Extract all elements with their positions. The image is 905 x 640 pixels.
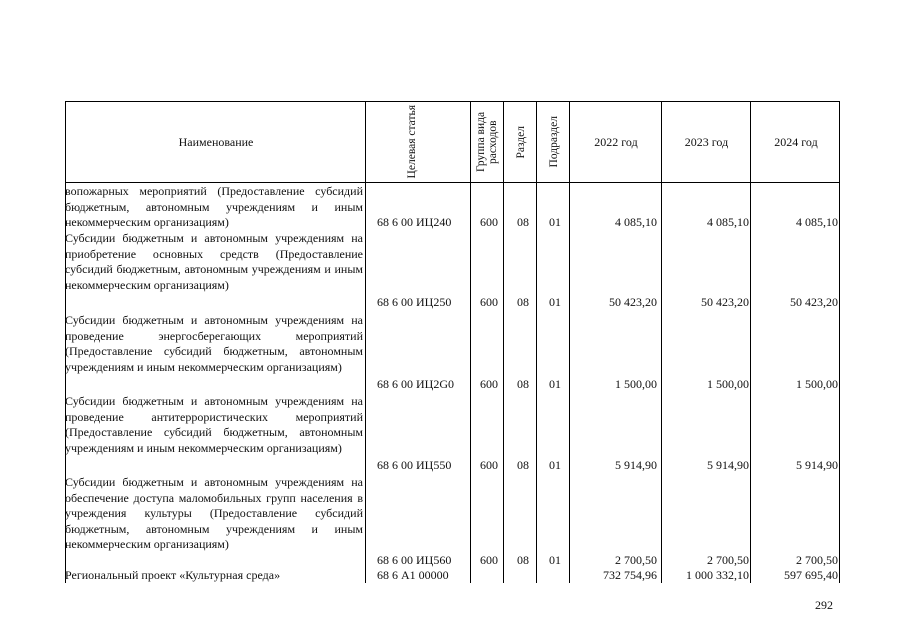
header-divider	[365, 102, 366, 182]
row-code: 68 6 00 ИЦ2G0	[377, 377, 454, 391]
row-name: Субсидии бюджетным и автономным учреждениям на обеспечение доступа маломобильных групп населения в учреждения культуры (Предоставление субсидий бюджетным, автономным учреждениям и иным некоммерческим организациям)	[65, 475, 363, 552]
header-section: Раздел	[514, 125, 527, 159]
row-code: 68 6 00 ИЦ550	[377, 458, 452, 472]
column-line	[470, 183, 471, 583]
row-group: 600	[480, 553, 498, 567]
row-2023: 4 085,10	[707, 215, 749, 229]
row-code: 68 6 А1 00000	[377, 568, 449, 582]
column-line	[503, 183, 504, 583]
row-2024: 597 695,40	[784, 568, 838, 582]
header-divider	[503, 102, 504, 182]
header-target-cell	[366, 102, 471, 182]
column-line	[569, 183, 570, 583]
row-subsection: 01	[549, 377, 561, 391]
header-2024: 2024 год	[774, 134, 818, 149]
row-2024: 1 500,00	[796, 377, 838, 391]
row-2024: 4 085,10	[796, 215, 838, 229]
header-name: Наименование	[178, 134, 254, 149]
row-name: Субсидии бюджетным и автономным учреждениям на приобретение основных средств (Предоставление субсидий бюджетным, автономным учреждениям и иным некоммерческим организациям)	[65, 231, 363, 292]
row-2023: 5 914,90	[707, 458, 749, 472]
row-2022: 5 914,90	[615, 458, 657, 472]
header-divider	[750, 102, 751, 182]
header-section-cell	[504, 102, 537, 182]
row-code: 68 6 00 ИЦ250	[377, 295, 452, 309]
row-2023: 1 000 332,10	[686, 568, 749, 582]
row-2023: 1 500,00	[707, 377, 749, 391]
row-2024: 50 423,20	[790, 295, 838, 309]
column-line	[750, 183, 751, 583]
row-subsection: 01	[549, 553, 561, 567]
row-2022: 50 423,20	[609, 295, 657, 309]
header-divider	[470, 102, 471, 182]
row-2022: 732 754,96	[603, 568, 657, 582]
row-2024: 2 700,50	[796, 553, 838, 567]
page-number: 292	[815, 598, 833, 612]
row-2024: 5 914,90	[796, 458, 838, 472]
column-line	[365, 183, 366, 583]
row-name: Субсидии бюджетным и автономным учреждениям на проведение антитеррористических мероприятий (Предоставление субсидий бюджетным, автономным учреждениям и иным некоммерческим организациям)	[65, 394, 363, 455]
header-2022: 2022 год	[594, 134, 638, 149]
header-divider	[661, 102, 662, 182]
row-group: 600	[480, 295, 498, 309]
header-divider	[569, 102, 570, 182]
column-line	[839, 183, 840, 583]
row-group: 600	[480, 215, 498, 229]
row-2023: 50 423,20	[701, 295, 749, 309]
row-2023: 2 700,50	[707, 553, 749, 567]
column-line	[536, 183, 537, 583]
row-2022: 1 500,00	[615, 377, 657, 391]
row-name: Субсидии бюджетным и автономным учреждениям на проведение энергосберегающих мероприятий (Предоставление субсидий бюджетным, автономным учреждениям и иным некоммерческим организациям)	[65, 313, 363, 374]
row-section: 08	[517, 295, 529, 309]
header-group-cell	[471, 102, 504, 182]
row-group: 600	[480, 377, 498, 391]
row-2022: 2 700,50	[615, 553, 657, 567]
header-divider	[536, 102, 537, 182]
header-subsection: Подраздел	[547, 116, 560, 168]
row-subsection: 01	[549, 295, 561, 309]
header-2023: 2023 год	[684, 134, 729, 149]
row-code: 68 6 00 ИЦ240	[377, 215, 452, 229]
header-group: Группа вида расходов	[474, 111, 499, 173]
row-subsection: 01	[549, 215, 561, 229]
row-group: 600	[480, 458, 498, 472]
row-section: 08	[517, 377, 529, 391]
row-name: Региональный проект «Культурная среда»	[65, 568, 281, 582]
row-2022: 4 085,10	[615, 215, 657, 229]
row-section: 08	[517, 215, 529, 229]
row-code: 68 6 00 ИЦ560	[377, 553, 452, 567]
table-header	[65, 101, 840, 183]
row-section: 08	[517, 458, 529, 472]
row-name: вопожарных мероприятий (Предоставление субсидий бюджетным, автономным учреждениям и иным некоммерческим организациям)	[65, 184, 363, 230]
row-section: 08	[517, 553, 529, 567]
header-subsection-cell	[537, 102, 570, 182]
header-target: Целевая статья	[405, 105, 418, 179]
row-subsection: 01	[549, 458, 561, 472]
column-line	[661, 183, 662, 583]
